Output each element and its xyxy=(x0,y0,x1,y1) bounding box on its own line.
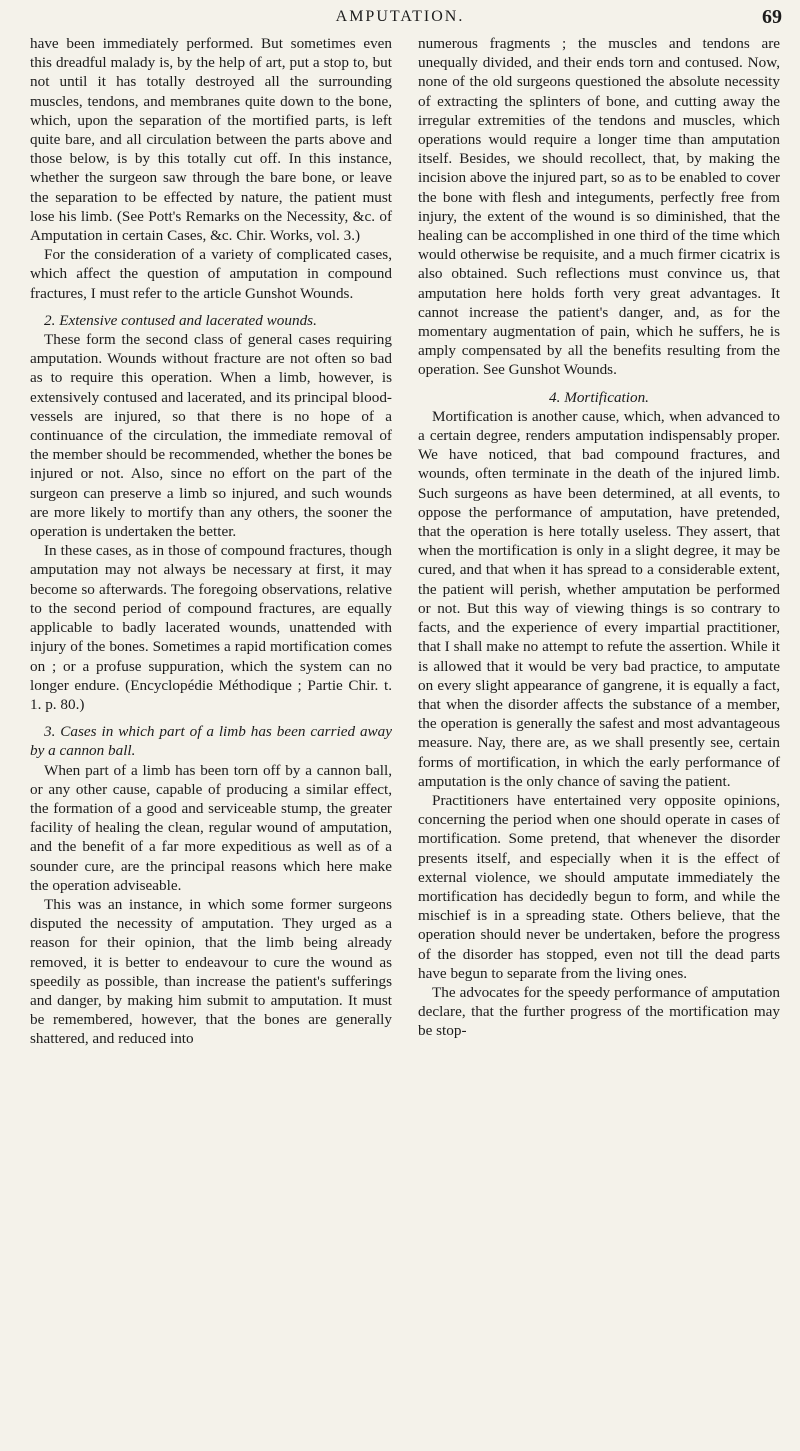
paragraph: In these cases, as in those of compound fractures, though amputation may not always be necessary at first, it may become so afterwards. The foregoing observations, relative to the second period of compound fractures, are equally applicable to badly lacerated wounds, unattended with injury of the bones. Sometimes a rapid mortification comes on ; or a profuse suppuration, which the system can no longer endure. (Encyclopédie Méthodique ; Partie Chir. t. 1. p. 80.) xyxy=(30,542,392,713)
paragraph: Practitioners have entertained very opposite opinions, concerning the period when one should operate in cases of mortification. Some pretend, that whenever the disorder presents itself, and especially when it is the effect of external violence, we should amputate immediately the mortification has decidedly begun to form, and while the mischief is in a spreading state. Others believe, that the operation should never be undertaken, before the progress of the disorder has stopped, even not till the dead parts have begun to separate from the living ones. xyxy=(418,791,780,982)
paragraph: When part of a limb has been torn off by a cannon ball, or any other cause, capable of producing a similar effect, the formation of a good and serviceable stump, the greater facility of healing the clean, regular wound of amputation, and the benefit of a far more expeditious as well as of a sounder cure, are the principal reasons which here make the operation adviseable. xyxy=(30,761,392,894)
paragraph: For the consideration of a variety of complicated cases, which affect the question of amputation in compound fractures, I must refer to the article Gunshot Wounds. xyxy=(30,246,392,302)
section-heading: 3. Cases in which part of a limb has been carried away by a cannon ball. xyxy=(30,723,392,760)
paragraph: numerous fragments ; the muscles and tendons are unequally divided, and their ends torn and contused. Now, none of the old surgeons questioned the absolute necessity of extracting the splinters of bone, and cutting away the irregular extremities of the tendons and muscles, which operations would require a longer time than amputation itself. Besides, we should recollect, that, by making the incision above the injured part, so as to be enabled to cover the bone with flesh and integuments, perfectly free from injury, the extent of the wound is so diminished, that the healing can be accomplished in one third of the time which would otherwise be requisite, and a much firmer cicatrix is also obtained. Such reflections must convince us, that amputation here holds forth very great advantages. It cannot increase the patient's danger, and, as for the momentary augmentation of pain, which he suffers, he is amply compensated by all the benefits resulting from the operation. See Gunshot Wounds. xyxy=(418,35,780,379)
paragraph: This was an instance, in which some former surgeons disputed the necessity of amputation. They urged as a reason for their opinion, that the limb being already removed, it is better to endeavour to cure the wound as speedily as possible, than increase the patient's sufferings and danger, by making him submit to amputation. It must be remembered, however, that the bones are generally shattered, and reduced into xyxy=(30,895,392,1048)
paragraph: These form the second class of general cases requiring amputation. Wounds without fracture are not often so bad as to require this operation. When a limb, however, is extensively contused and lacerated, and its principal blood-vessels are injured, so that there is no hope of a continuance of the circulation, the immediate removal of the member should be recommended, whether the bones be injured or not. Also, since no effort on the part of the surgeon can preserve a limb so injured, and such wounds are more likely to mortify than any others, the sooner the operation is undertaken the better. xyxy=(30,331,392,541)
section-heading: 4. Mortification. xyxy=(549,388,649,406)
running-title: AMPUTATION. xyxy=(335,8,465,25)
right-column xyxy=(418,34,780,1041)
paragraph: Mortification is another cause, which, when advanced to a certain degree, renders amputation indispensably proper. We have noticed, that bad compound fractures, and wounds, often terminate in the death of the injured limb. Such surgeons as have been determined, at all events, to oppose the performance of amputation, have pretended, that the operation is here totally useless. They assert, that when the mortification is only in a slight degree, it may be cured, and that when it has spread to a considerable extent, the patient will perish, whether amputation be performed or not. But this way of viewing things is so contrary to facts, and the experience of every impartial practitioner, that I shall make no attempt to refute the assertion. While it is allowed that it would be very bad practice, to amputate on every slight appearance of gangrene, it is equally a fact, that when the disorder affects the substance of a member, the operation is generally the safest and most advantageous measure. Nay, there are, as we shall presently see, certain forms of mortification, in which the early performance of amputation is the only chance of saving the patient. xyxy=(418,407,780,790)
paragraph: have been immediately performed. But sometimes even this dreadful malady is, by the help of art, put a stop to, but not until it has totally destroyed all the surrounding muscles, tendons, and membranes quite down to the bone, which, upon the separation of the mortified parts, is left quite bare, and all circulation between the parts above and those below, is by this totally cut off. In this instance, whether the surgeon saw through the bare bone, or leave the separation to be effected by nature, the patient must lose his limb. (See Pott's Remarks on the Necessity, &c. of Amputation in certain Cases, &c. Chir. Works, vol. 3.) xyxy=(30,35,392,245)
paragraph: The advocates for the speedy performance of amputation declare, that the further progress of the mortification may be stop- xyxy=(418,983,780,1040)
running-head xyxy=(0,6,800,32)
page-number: 69 xyxy=(762,6,782,28)
left-column xyxy=(30,34,392,1049)
section-heading: 2. Extensive contused and lacerated wounds. xyxy=(44,311,317,329)
